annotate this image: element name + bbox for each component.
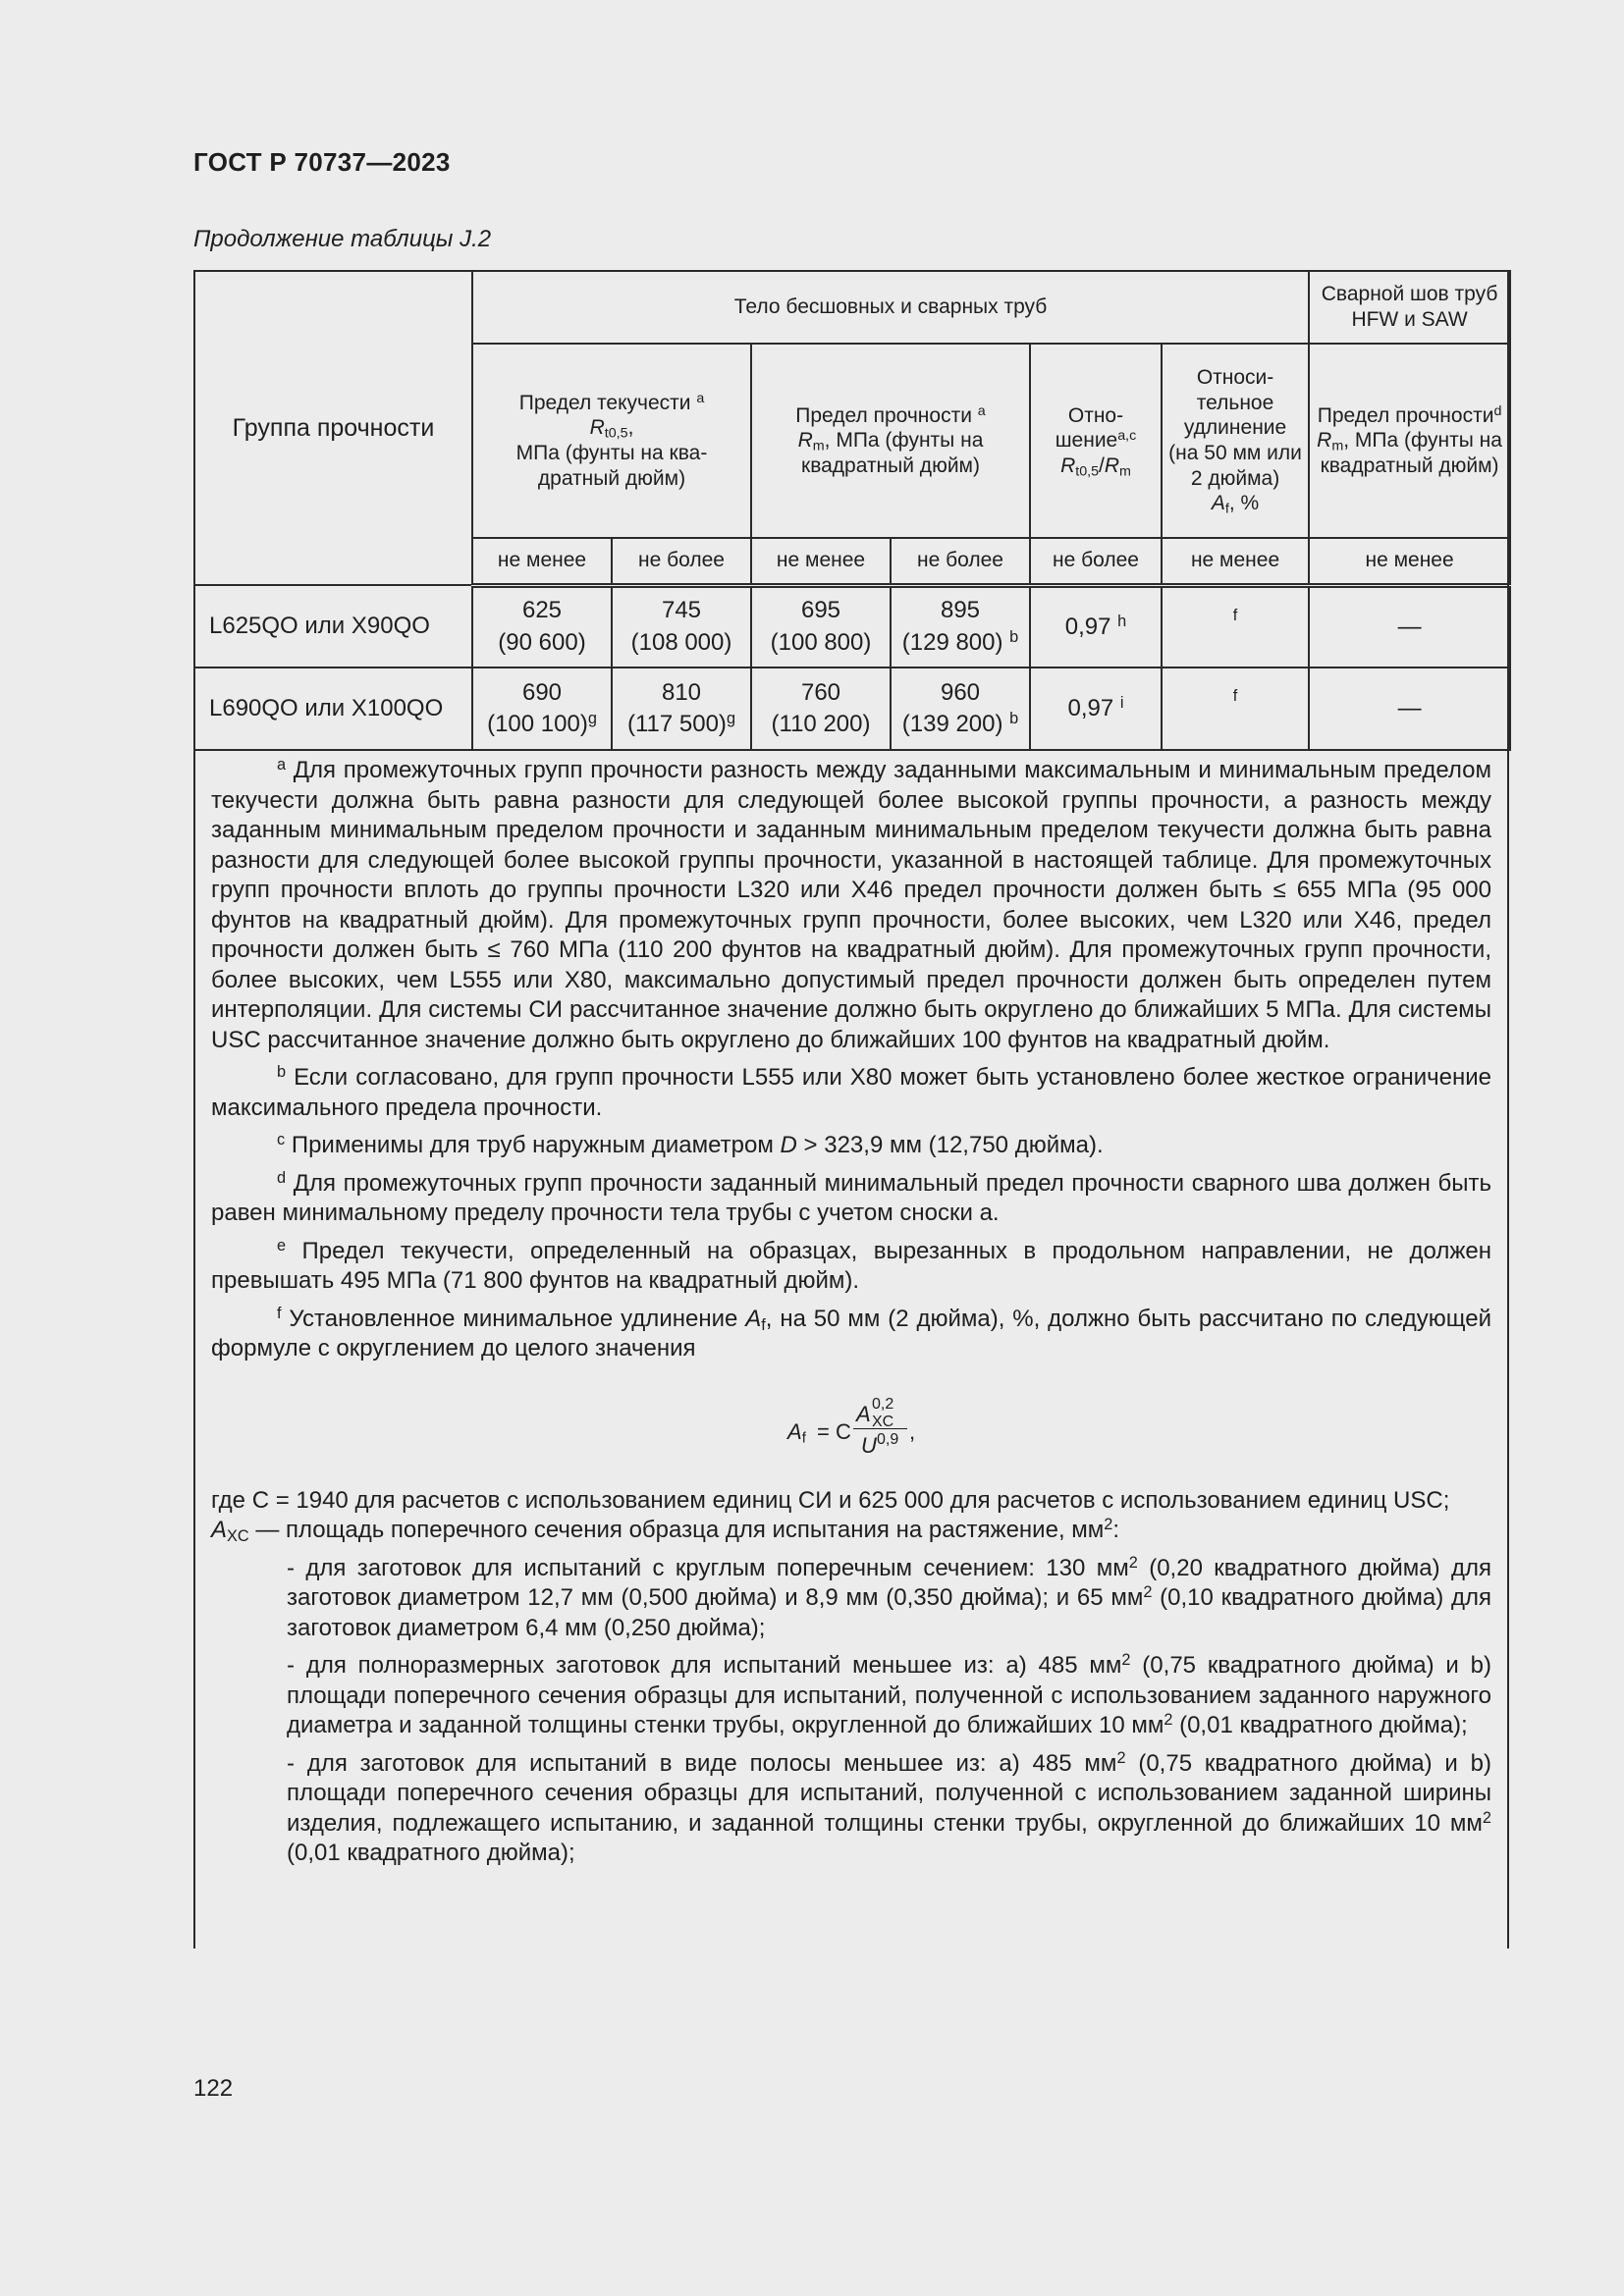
limit-label: не более bbox=[612, 538, 751, 585]
yield-min-cell: 690 (100 100)$^g$ bbox=[472, 667, 612, 750]
limit-label: не более bbox=[1030, 538, 1162, 585]
weld-cell: — bbox=[1309, 667, 1510, 750]
table-row bbox=[194, 667, 1510, 750]
footnote-f: $^f$ Установленное минимальное удлинение $A_f$, на 50 мм (2 дюйма), %, должно быть рассчитано по следующей формуле с округлением до целого значения bbox=[211, 1304, 1492, 1362]
document-header: ГОСТ Р 70737—2023 bbox=[193, 147, 451, 177]
header-tensile-strength: Предел прочности $^a$ $R_m$, МПа (фунты на квадратный дюйм) bbox=[751, 344, 1030, 538]
tensile-min-cell: 760 (110 200) bbox=[751, 667, 891, 750]
elongation-cell: f bbox=[1162, 667, 1309, 750]
where-line: где С = 1940 для расчетов с использованием единиц СИ и 625 000 для расчетов с использованием единиц USC; bbox=[211, 1486, 1450, 1514]
yield-max-cell: 810 (117 500)$^g$ bbox=[612, 667, 751, 750]
limit-label: не менее bbox=[751, 538, 891, 585]
grade-cell: L690QO или X100QO bbox=[194, 667, 472, 750]
limit-label: не более bbox=[891, 538, 1030, 585]
weld-cell: — bbox=[1309, 585, 1510, 667]
tensile-min-cell: 695 (100 800) bbox=[751, 585, 891, 667]
yield-max-cell: 745 (108 000) bbox=[612, 585, 751, 667]
limit-label: не менее bbox=[1309, 538, 1510, 585]
footnote-e: $^e$ Предел текучести, определенный на образцах, вырезанных в продольном направлении, не должен превышать 495 МПа (71 800 фунтов на квадратный дюйм). bbox=[211, 1236, 1491, 1294]
yield-min-cell: 625 (90 600) bbox=[472, 585, 612, 667]
header-yield-strength: Предел текучести $^a$ $R_{t0,5}$, МПа (фунты на ква-дратный дюйм) bbox=[472, 344, 751, 538]
table-notes bbox=[211, 756, 1491, 1877]
page-number: 122 bbox=[193, 2075, 234, 2102]
footnote-c: $^c$ Применимы для труб наружным диаметром D > 323,9 мм (12,750 дюйма). bbox=[277, 1130, 1104, 1158]
header-pipe-body: Тело бесшовных и сварных труб bbox=[472, 271, 1309, 344]
limit-label: не менее bbox=[1162, 538, 1309, 585]
header-weld: Сварной шов труб HFW и SAW bbox=[1309, 271, 1510, 344]
header-weld-tensile: Предел прочности$^d$ $R_m$, МПа (фунты на квадратный дюйм) bbox=[1309, 344, 1510, 538]
footnote-b: $^b$ Если согласовано, для групп прочности L555 или X80 может быть установлено более жесткое ограничение максимального предела прочности. bbox=[211, 1062, 1491, 1121]
header-ratio: Отно-шение$^{a,c}$ $R_{t0,5}/R_m$ bbox=[1030, 344, 1162, 538]
elongation-formula: $A_f$ = C A 0,2 XC U 0,9 , bbox=[787, 1395, 916, 1458]
elongation-cell: f bbox=[1162, 585, 1309, 667]
footnote-d: $^d$ Для промежуточных групп прочности заданный минимальный предел прочности сварного шва должен быть равен минимальному пределу прочности тела трубы с учетом сноски а. bbox=[211, 1168, 1491, 1226]
table-row bbox=[194, 585, 1510, 667]
table-caption: Продолжение таблицы J.2 bbox=[193, 226, 492, 252]
strength-table bbox=[193, 270, 1511, 751]
header-elongation: Относи-тельное удлинение (на 50 мм или 2 дюйма) $A_f$, % bbox=[1162, 344, 1309, 538]
ratio-cell: 0,97 $^h$ bbox=[1030, 585, 1162, 667]
axc-definition: $A_{XC}$ — площадь поперечного сечения образца для испытания на растяжение, $мм^2$: bbox=[211, 1515, 1120, 1546]
tensile-max-cell: 960 (139 200) $^b$ bbox=[891, 667, 1030, 750]
grade-cell: L625QO или X90QO bbox=[194, 585, 472, 667]
tensile-max-cell: 895 (129 800) $^b$ bbox=[891, 585, 1030, 667]
limit-label: не менее bbox=[472, 538, 612, 585]
header-strength-group: Группа прочности bbox=[194, 271, 472, 585]
list-item: - для заготовок для испытаний с круглым поперечным сечением: 130 $мм^2$ (0,20 квадратного дюйма) для заготовок диаметром 12,7 мм (0,500 дюйма) и 8,9 мм (0,350 дюйма); и 65 $мм^2$ (0,10 квадратного дюйма) для заготовок диаметром 6,4 мм (0,250 дюйма); bbox=[287, 1553, 1492, 1641]
footnote-a: $^a$ Для промежуточных групп прочности разность между заданными максимальным и минимальным пределом текучести должна быть равна разности для следующей более высокой группы прочности, а разность между заданным минимальным пределом прочности и заданным минимальным пределом текучести должна быть равна разности для следующей более высокой группы прочности, указанной в настоящей таблице. Для промежуточных групп прочности вплоть до группы прочности L320 или X46 предел прочности должен быть ≤ 655 МПа (95 000 фунтов на квадратный дюйм). Для промежуточных групп прочности, более высоких, чем L320 или X46, предел прочности должен быть ≤ 760 МПа (110 200 фунтов на квадратный дюйм). Для промежуточных групп прочности, более высоких, чем L555 или X80, максимально допустимый предел прочности должен быть определен путем интерполяции. Для системы СИ рассчитанное значение должно быть округлено до ближайших 5 МПа. Для системы USC рассчитанное значение должно быть округлено до ближайших 100 фунтов на квадратный дюйм. bbox=[211, 755, 1491, 1053]
list-item: - для заготовок для испытаний в виде полосы меньшее из: a) 485 $мм^2$ (0,75 квадратного дюйма) и b) площади поперечного сечения образцы для испытаний, полученной с использованием заданной ширины изделия, подлежащего испытанию, и заданной толщины стенки трубы, округленной до ближайших 10 $мм^2$ (0,01 квадратного дюйма); bbox=[287, 1748, 1491, 1866]
list-item: - для полноразмерных заготовок для испытаний меньшее из: a) 485 $мм^2$ (0,75 квадратного дюйма) и b) площади поперечного сечения образцы для испытаний, полученной с использованием заданного наружного диаметра и заданной толщины стенки трубы, округленной до ближайших 10 $мм^2$ (0,01 квадратного дюйма); bbox=[287, 1650, 1491, 1738]
ratio-cell: 0,97 $^i$ bbox=[1030, 667, 1162, 750]
